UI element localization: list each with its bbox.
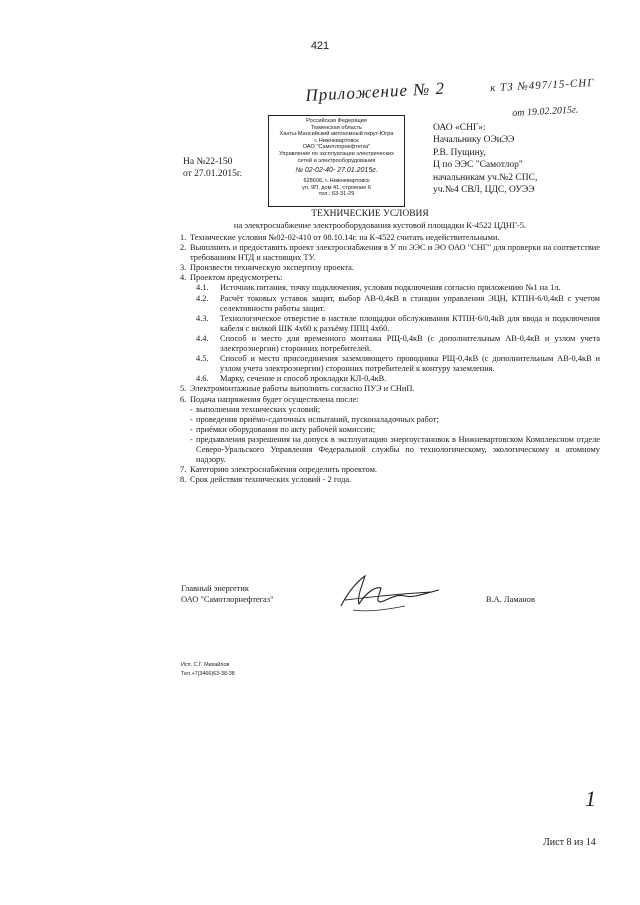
stamp-address-line: 628606, г. Нижневартовск [303, 178, 370, 185]
letterhead-stamp [268, 115, 405, 207]
signer-name: В.А. Ламанов [486, 595, 535, 604]
document-title: ТЕХНИЧЕСКИЕ УСЛОВИЯ [311, 209, 429, 219]
stamp-line: Тюменская область [310, 124, 363, 131]
executor-name: Исп. С.Г. Михайлов [181, 662, 230, 668]
list-item: 6. Подача напряжения будет осуществлена после: [180, 394, 359, 404]
stamp-line: г. Нижневартовск [314, 137, 359, 144]
list-subitem: 4.6. Марку, сечение и способ прокладки КЛ-0,4кВ. [196, 374, 387, 384]
margin-mark: 1 [585, 786, 596, 811]
stamp-line: Российская Федерация [306, 118, 367, 124]
list-bullet: - проведения приёмо-сдаточных испытаний, пусконаладочных работ; [190, 414, 439, 424]
stamp-line: Ханты-Мансийский автономный округ-Югра [279, 131, 394, 138]
stamp-address [269, 178, 404, 198]
list-subitem: 4.4. Способ и место для временного монтажа РЩ-0,4кВ (с дополнительным АВ-0,4кВ и узлом учета электроэнергии) сторонних потребителей. [196, 333, 600, 354]
handwritten-annotation-date: от 19.02.2015г. [512, 104, 579, 119]
addressee-line: уч.№4 СВЛ, ЦДС, ОУЭЭ [433, 185, 535, 196]
sheet-counter: Лист 8 из 14 [543, 837, 596, 848]
handwritten-signature [335, 568, 445, 618]
document-subtitle: на электроснабжение электрооборудования кустовой площадки К-4522 ЦДНГ-5. [233, 220, 527, 230]
list-subitem: 4.3. Технологическое отверстие в настиле площадки обслуживания КТПН-6/0,4кВ для ввода и подключения кабеля с вилкой ШК 4х60 к разъёму ППЦ 4х60. [196, 313, 600, 333]
list-subitem: 4.1. Источник питания, точку подключения, условия подключения согласно приложению №1 на 1л. [196, 283, 561, 293]
stamp-address-line: тел.: 63-31-29 [318, 191, 355, 198]
list-bullet: - предъявления разрешения на допуск в эксплуатацию энергоустановок в Нижневартовском Комплексном отделе Северо-Уральского Управления Федеральной службы по технологическому, экологическому и атомному надзору. [190, 434, 600, 465]
list-subitem: 4.5. Способ и место присоединения заземляющего проводника РЩ-0,4кВ (с дополнительным АВ-0,4кВ и узлом учета электроэнергии) сторонних потребителей к контуру заземления. [196, 354, 600, 374]
list-item: 2. Выполнить и предоставить проект электроснабжения в У по ЭЭС и ЭО ОАО "СНГ" для проверки на соответствие требованиям НТД и настоящих ТУ. [180, 243, 600, 263]
signer-block [181, 584, 274, 605]
handwritten-annotation-appendix [305, 71, 595, 106]
addressee-line: Начальнику ОЭиЭЭ [433, 135, 515, 146]
addressee-line: ОАО «СНГ»: [433, 123, 486, 133]
list-bullet: - приёмки оборудования по акту рабочей комиссии; [190, 424, 376, 434]
list-item: 7. Категорию электроснабжения определить проектом. [180, 465, 377, 475]
addressee-line: Ц по ЭЭС "Самотлор" [433, 160, 523, 171]
reference-number: На №22-150 [183, 157, 233, 167]
signer-company: ОАО "Самотлорнефтегаз" [181, 594, 274, 604]
addressee-block [433, 122, 537, 196]
annotation-appendix-number: Приложение № 2 [305, 78, 446, 105]
list-item: 3. Произвести техническую экспертизу проекта. [180, 263, 354, 273]
signer-position: Главный энергетик [181, 584, 249, 593]
list-item: 4. Проектом предусмотреть: [180, 273, 283, 283]
annotation-appendix-ref: к ТЗ №497/15-СНГ [489, 76, 595, 95]
stamp-line: сетей и электрооборудования [297, 157, 376, 164]
list-item: 1. Технические условия №02-02-410 от 08.10.14г. на К-4522 считать недействительными. [180, 233, 500, 242]
addressee-line: начальникам уч.№2 СПС, [433, 172, 538, 183]
list-item: 8. Срок действия технических условий - 2 года. [180, 475, 352, 485]
stamp-outgoing-number: № 02-02-40- 27.01.2015г. [295, 167, 378, 175]
list-item: 5. Электромонтажные работы выполнить согласно ПУЭ и СНиП. [180, 384, 415, 394]
list-subitem: 4.2. Расчёт токовых уставок защит, выбор АВ-0,4кВ в станции управления ЭЦН, КТПН-6/0,4кВ с учетом селективности работы защит. [196, 293, 600, 313]
executor-phone: Тел.+7(3466)63-38-38 [181, 671, 235, 677]
conditions-list [180, 233, 600, 485]
executor-block [181, 661, 235, 679]
reference-block [183, 156, 242, 180]
page-number: 421 [310, 40, 330, 52]
stamp-address-line: ул. 9П, дом 41, строение 6 [301, 184, 372, 191]
stamp-line: ОАО "Самотлорнефтегаз" [302, 144, 371, 151]
stamp-line: Управление по эксплуатации электрических [279, 150, 394, 157]
list-bullet: - выполнения технических условий; [190, 404, 321, 414]
addressee-line: Р.В. Пущину, [433, 147, 486, 158]
reference-date: от 27.01.2015г. [183, 169, 243, 179]
